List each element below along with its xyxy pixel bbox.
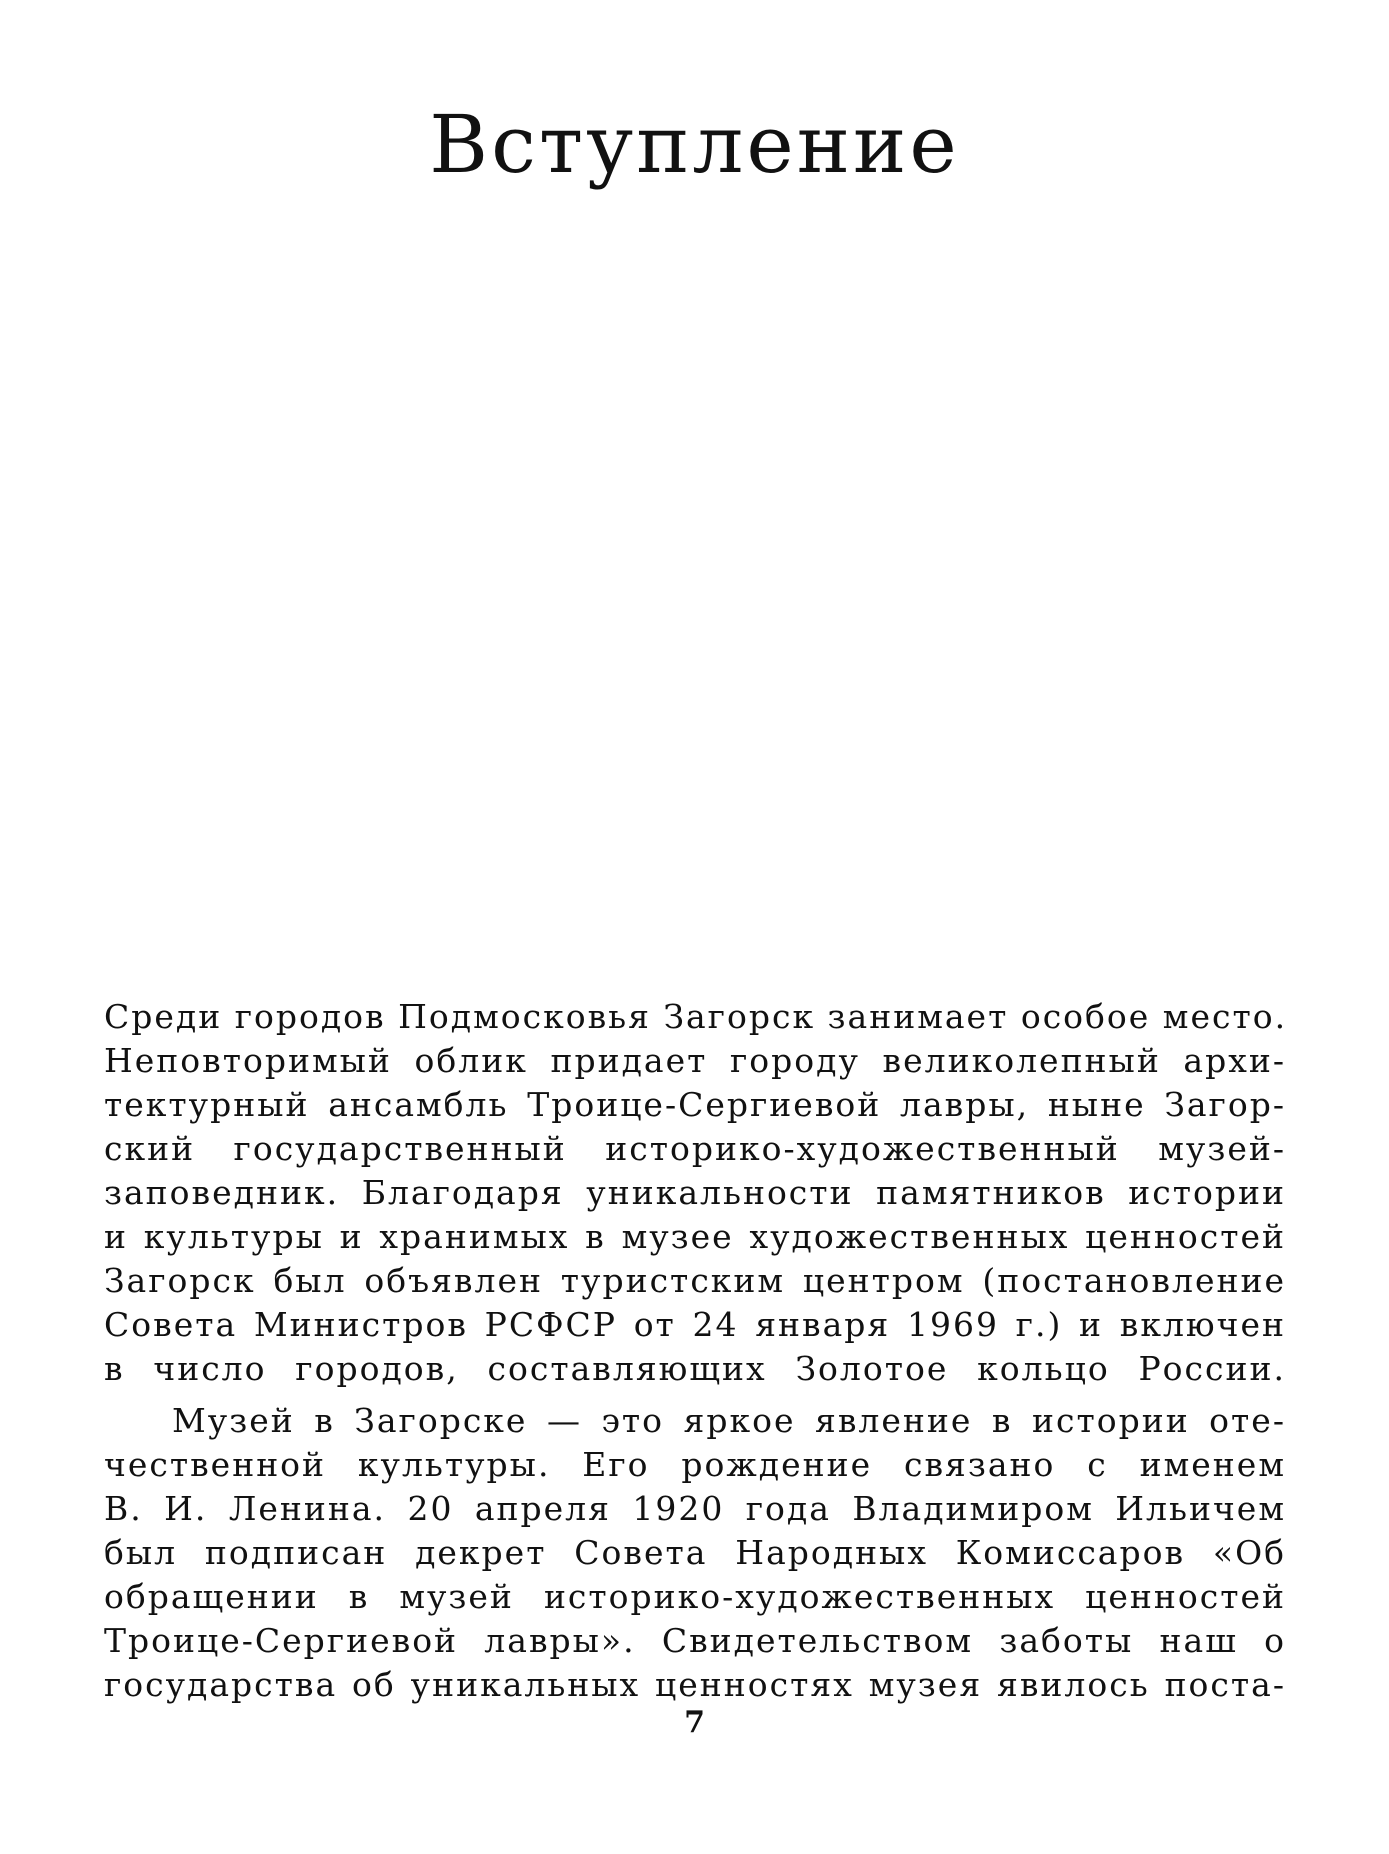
text-line: заповедник. Благодаря уникальности памятников истории	[104, 1173, 1286, 1212]
paragraph-spacer	[104, 1391, 1286, 1399]
text-line: Загорск был объявлен туристским центром (постановление	[104, 1261, 1286, 1300]
text-line: чественной культуры. Его рождение связано с именем	[104, 1445, 1286, 1484]
text-line: Неповторимый облик придает городу великолепный архи-	[104, 1041, 1286, 1080]
text-line: был подписан декрет Совета Народных Комиссаров «Об	[104, 1533, 1286, 1572]
text-line: тектурный ансамбль Троице-Сергиевой лавры, ныне Загор-	[104, 1085, 1286, 1124]
text-line: Троице-Сергиевой лавры». Свидетельством заботы наш о	[104, 1621, 1286, 1660]
page-title: Вступление	[429, 98, 960, 191]
text-line: в число городов, составляющих Золотое кольцо России.	[104, 1349, 1286, 1388]
text-line: Среди городов Подмосковья Загорск занимает особое место.	[104, 997, 1288, 1036]
text-line: государства об уникальных ценностях музея явилось поста-	[104, 1665, 1286, 1704]
text-line: и культуры и хранимых в музее художественных ценностей	[104, 1217, 1286, 1256]
text-line: Музей в Загорске — это яркое явление в истории оте-	[172, 1401, 1286, 1440]
body-text	[104, 995, 1286, 1707]
text-line: ский государственный историко-художественный музей-	[104, 1129, 1286, 1168]
text-line: обращении в музей историко-художественных ценностей	[104, 1577, 1286, 1616]
page-number: 7	[684, 1705, 705, 1740]
text-line: В. И. Ленина. 20 апреля 1920 года Владимиром Ильичем	[104, 1489, 1286, 1528]
text-line: Совета Министров РСФСР от 24 января 1969 г.) и включен	[104, 1305, 1286, 1344]
